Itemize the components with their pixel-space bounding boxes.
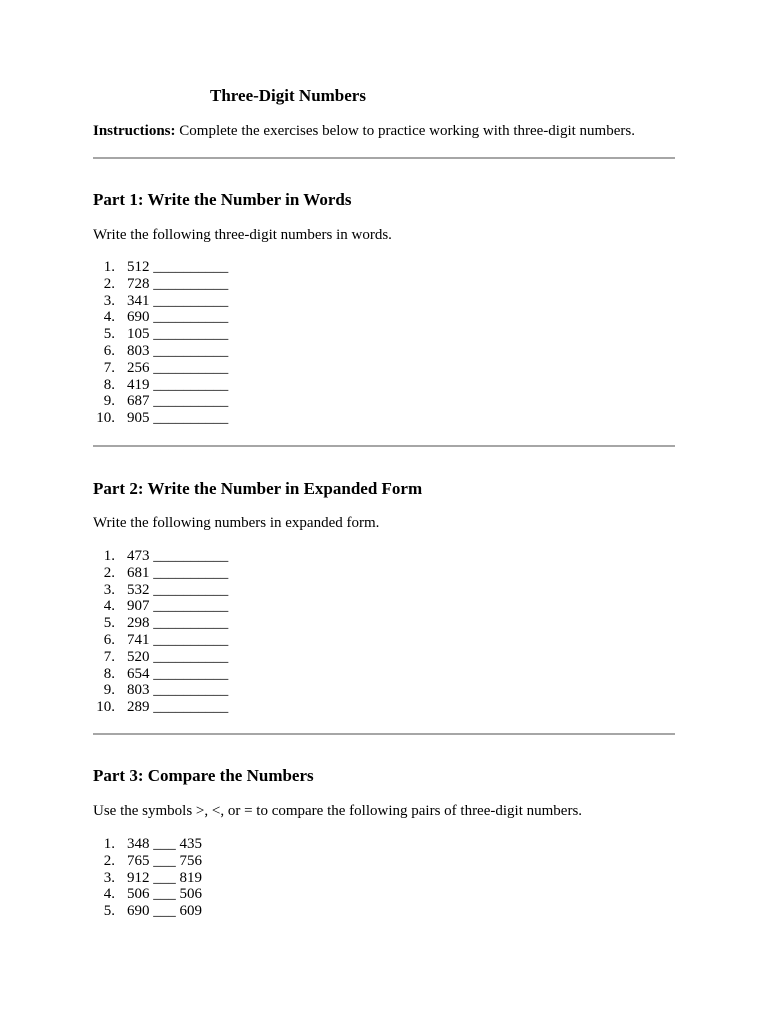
item-number: 7.: [103, 359, 115, 376]
item-text: 654 __________: [127, 665, 229, 682]
list-item: [93, 565, 228, 582]
item-number: 6.: [103, 342, 115, 359]
item-number: 1.: [103, 836, 115, 852]
list-item: [93, 393, 228, 410]
item-text: 532 __________: [127, 581, 229, 598]
item-text: 690 __________: [127, 309, 229, 326]
part-2-heading: Part 2: Write the Number in Expanded Form: [93, 479, 423, 498]
list-item: [93, 870, 202, 887]
item-number: 5.: [103, 615, 115, 632]
part-1-heading: Part 1: Write the Number in Words: [93, 190, 352, 209]
item-number: 6.: [103, 631, 115, 648]
instructions-text: Complete the exercises below to practice working with three-digit numbers.: [175, 123, 635, 139]
list-item: [93, 666, 228, 683]
item-text: 803 __________: [127, 682, 229, 699]
item-number: 2.: [103, 275, 115, 292]
item-number: 3.: [103, 292, 115, 309]
item-text: 105 __________: [127, 326, 229, 343]
item-text: 803 __________: [127, 342, 229, 359]
list-item: [93, 632, 228, 649]
divider: [93, 445, 675, 447]
list-item: [93, 582, 228, 599]
list-item: [93, 853, 202, 870]
item-number: 2.: [103, 852, 115, 869]
item-number: 5.: [103, 903, 115, 920]
item-text: 912 ___ 819: [127, 869, 202, 886]
list-item: [93, 377, 228, 394]
list-item: [93, 548, 228, 565]
item-text: 289 __________: [127, 699, 229, 716]
page-title: Three-Digit Numbers: [210, 86, 366, 105]
item-number: 10.: [96, 410, 115, 427]
list-item: [93, 343, 228, 360]
list-item: [93, 615, 228, 632]
item-number: 10.: [96, 699, 115, 716]
list-item: [93, 682, 228, 699]
item-text: 256 __________: [127, 359, 229, 376]
item-number: 1.: [103, 259, 115, 275]
list-item: [93, 886, 202, 903]
list-item: [93, 276, 228, 293]
list-item: [93, 309, 228, 326]
item-number: 3.: [103, 869, 115, 886]
part-1-list: [93, 259, 228, 427]
list-item: [93, 410, 228, 427]
item-number: 3.: [103, 581, 115, 598]
item-number: 9.: [103, 393, 115, 410]
item-text: 520 __________: [127, 648, 229, 665]
part-3-heading: Part 3: Compare the Numbers: [93, 766, 314, 785]
item-text: 690 ___ 609: [127, 903, 202, 920]
item-number: 8.: [103, 665, 115, 682]
part-2-list: [93, 548, 228, 716]
item-number: 1.: [103, 548, 115, 564]
list-item: [93, 836, 202, 853]
list-item: [93, 259, 228, 276]
item-text: 341 __________: [127, 292, 229, 309]
part-3-list: [93, 836, 202, 920]
item-text: 728 __________: [127, 275, 229, 292]
list-item: [93, 326, 228, 343]
item-text: 905 __________: [127, 410, 229, 427]
divider: [93, 157, 675, 159]
item-text: 506 ___ 506: [127, 886, 202, 903]
list-item: [93, 598, 228, 615]
item-text: 512 __________: [127, 259, 229, 275]
item-text: 907 __________: [127, 598, 229, 615]
part-2-description: Write the following numbers in expanded form.: [93, 515, 380, 531]
item-number: 4.: [103, 886, 115, 903]
item-text: 765 ___ 756: [127, 852, 202, 869]
item-text: 741 __________: [127, 631, 229, 648]
part-3-description: Use the symbols >, <, or = to compare the following pairs of three-digit numbers.: [93, 803, 583, 819]
list-item: [93, 293, 228, 310]
item-number: 7.: [103, 648, 115, 665]
part-1-description: Write the following three-digit numbers in words.: [93, 227, 392, 243]
item-number: 5.: [103, 326, 115, 343]
list-item: [93, 360, 228, 377]
item-number: 8.: [103, 376, 115, 393]
item-number: 4.: [103, 598, 115, 615]
item-text: 419 __________: [127, 376, 229, 393]
item-text: 473 __________: [127, 548, 229, 564]
item-number: 2.: [103, 564, 115, 581]
item-text: 348 ___ 435: [127, 836, 202, 852]
item-text: 687 __________: [127, 393, 229, 410]
item-number: 4.: [103, 309, 115, 326]
instructions-label: Instructions:: [93, 123, 176, 139]
list-item: [93, 699, 228, 716]
list-item: [93, 903, 202, 920]
divider: [93, 733, 675, 735]
item-text: 681 __________: [127, 564, 229, 581]
list-item: [93, 649, 228, 666]
item-text: 298 __________: [127, 615, 229, 632]
item-number: 9.: [103, 682, 115, 699]
instructions: [93, 123, 635, 140]
